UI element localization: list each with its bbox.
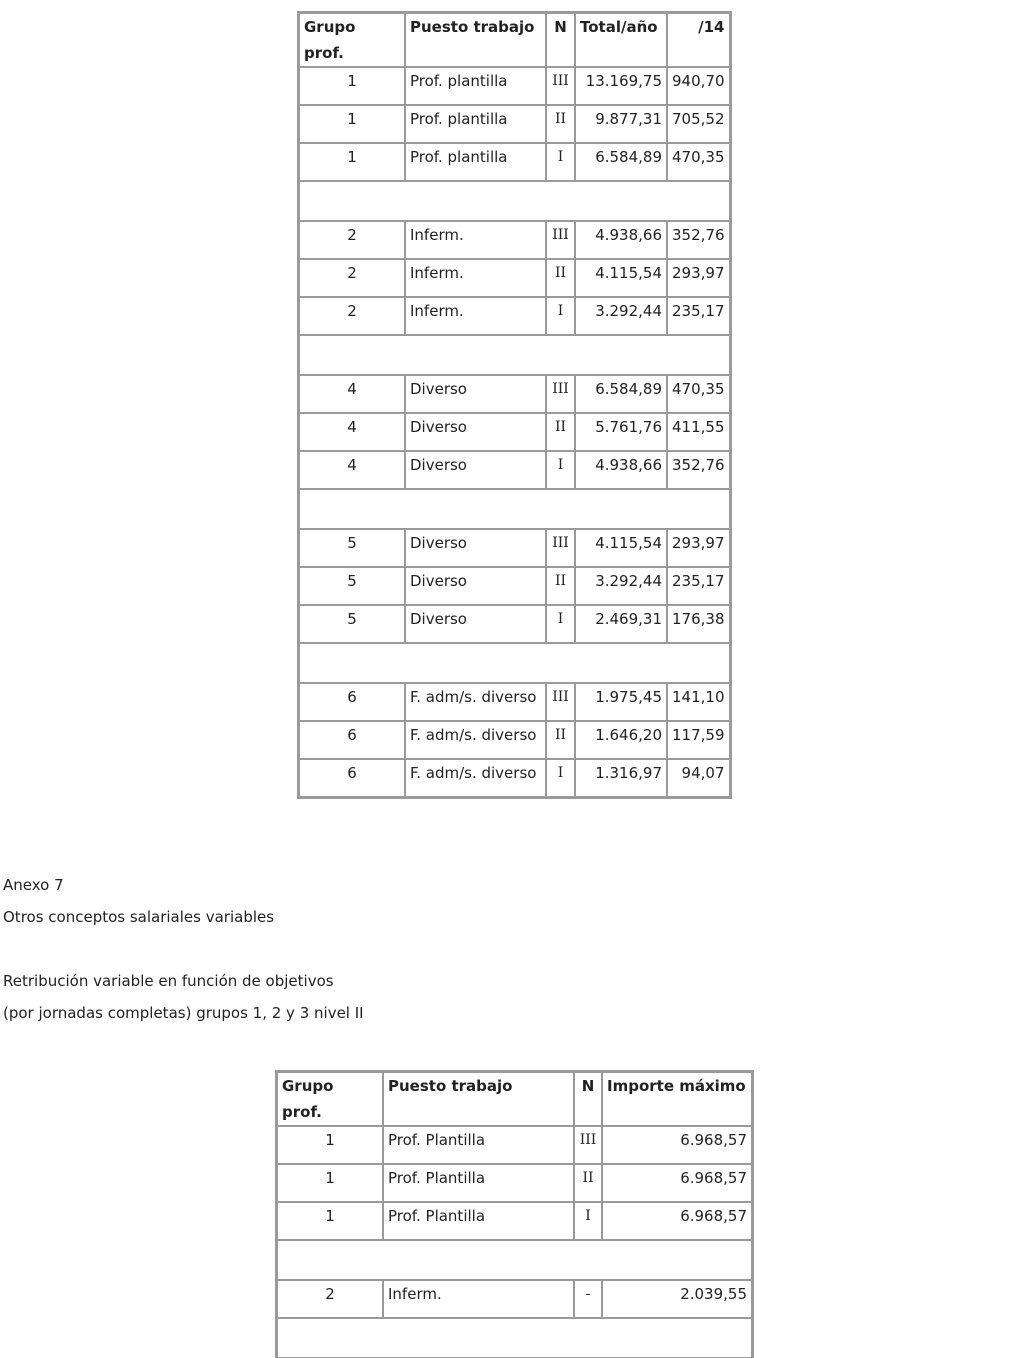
cell-grupo: 1	[299, 67, 405, 105]
cell-puesto: Diverso	[405, 567, 546, 605]
cell-value-14: 705,52	[667, 105, 730, 143]
cell-grupo: 6	[299, 683, 405, 721]
cell-puesto: Prof. plantilla	[405, 143, 546, 181]
cell-grupo: 4	[299, 451, 405, 489]
cell-nivel: II	[546, 721, 575, 759]
cell-value: 4.115,54	[575, 259, 667, 297]
cell-puesto: Diverso	[405, 375, 546, 413]
cell-value-14: 94,07	[667, 759, 730, 797]
cell-grupo: 2	[299, 297, 405, 335]
header-nivel: N	[574, 1072, 602, 1126]
cell-value: 9.877,31	[575, 105, 667, 143]
header-grupo: Grupo prof.	[299, 13, 405, 67]
table-row	[299, 683, 730, 721]
table-row	[299, 297, 730, 335]
table-spacer-row	[277, 1318, 752, 1358]
table-row	[299, 605, 730, 643]
cell-puesto: Diverso	[405, 451, 546, 489]
cell-grupo: 6	[299, 721, 405, 759]
table-row	[299, 567, 730, 605]
cell-puesto: Diverso	[405, 529, 546, 567]
cell-grupo: 4	[299, 375, 405, 413]
cell-value: 1.316,97	[575, 759, 667, 797]
cell-value: 6.968,57	[602, 1202, 752, 1240]
cell-nivel: III	[546, 683, 575, 721]
cell-grupo: 5	[299, 567, 405, 605]
table-spacer-row	[299, 335, 730, 375]
table-row	[299, 451, 730, 489]
table-row	[277, 1202, 752, 1240]
spacer-cell	[299, 489, 730, 529]
cell-value-14: 117,59	[667, 721, 730, 759]
cell-value: 1.975,45	[575, 683, 667, 721]
table-spacer-row	[299, 181, 730, 221]
cell-nivel: III	[546, 529, 575, 567]
cell-grupo: 1	[277, 1126, 383, 1164]
cell-value-14: 470,35	[667, 375, 730, 413]
table-row	[277, 1280, 752, 1318]
table-row	[299, 721, 730, 759]
cell-value-14: 235,17	[667, 297, 730, 335]
cell-grupo: 1	[299, 143, 405, 181]
spacer-cell	[277, 1318, 752, 1358]
header-puesto: Puesto trabajo	[405, 13, 546, 67]
cell-value-14: 470,35	[667, 143, 730, 181]
cell-grupo: 2	[299, 221, 405, 259]
cell-value: 2.039,55	[602, 1280, 752, 1318]
cell-nivel: I	[546, 451, 575, 489]
cell-value-14: 293,97	[667, 529, 730, 567]
table-row	[299, 375, 730, 413]
cell-value: 6.968,57	[602, 1164, 752, 1202]
cell-value-14: 141,10	[667, 683, 730, 721]
spacer-cell	[299, 335, 730, 375]
cell-puesto: Prof. Plantilla	[383, 1164, 574, 1202]
cell-grupo: 6	[299, 759, 405, 797]
cell-grupo: 5	[299, 605, 405, 643]
cell-nivel: II	[546, 567, 575, 605]
header-total: Total/año	[575, 13, 667, 67]
cell-nivel: II	[546, 259, 575, 297]
cell-nivel: II	[546, 413, 575, 451]
cell-value: 6.584,89	[575, 143, 667, 181]
cell-nivel: I	[546, 297, 575, 335]
cell-nivel: II	[574, 1164, 602, 1202]
table-spacer-row	[299, 489, 730, 529]
cell-puesto: Diverso	[405, 605, 546, 643]
cell-nivel: II	[546, 105, 575, 143]
cell-puesto: F. adm/s. diverso	[405, 721, 546, 759]
cell-grupo: 2	[299, 259, 405, 297]
cell-value: 3.292,44	[575, 567, 667, 605]
cell-puesto: F. adm/s. diverso	[405, 683, 546, 721]
table-spacer-row	[299, 643, 730, 683]
spacer-cell	[277, 1240, 752, 1280]
cell-nivel: III	[546, 67, 575, 105]
table-row	[299, 143, 730, 181]
table-row	[299, 413, 730, 451]
cell-grupo: 1	[277, 1202, 383, 1240]
cell-nivel: I	[546, 143, 575, 181]
table-row	[299, 67, 730, 105]
table-row	[299, 529, 730, 567]
header-importe: Importe máximo	[602, 1072, 752, 1126]
spacer-cell	[299, 643, 730, 683]
table-row	[277, 1164, 752, 1202]
cell-puesto: Inferm.	[405, 259, 546, 297]
cell-value: 4.115,54	[575, 529, 667, 567]
cell-value: 6.584,89	[575, 375, 667, 413]
cell-nivel: I	[574, 1202, 602, 1240]
cell-puesto: F. adm/s. diverso	[405, 759, 546, 797]
cell-grupo: 4	[299, 413, 405, 451]
cell-grupo: 1	[299, 105, 405, 143]
cell-value: 4.938,66	[575, 221, 667, 259]
cell-puesto: Inferm.	[405, 221, 546, 259]
cell-nivel: I	[546, 759, 575, 797]
table-header-row	[277, 1072, 752, 1126]
cell-value-14: 176,38	[667, 605, 730, 643]
cell-value-14: 352,76	[667, 221, 730, 259]
cell-value: 3.292,44	[575, 297, 667, 335]
header-14: /14	[667, 13, 730, 67]
table-row	[299, 221, 730, 259]
cell-value-14: 235,17	[667, 567, 730, 605]
cell-puesto: Diverso	[405, 413, 546, 451]
cell-value-14: 940,70	[667, 67, 730, 105]
annex-description-line2: (por jornadas completas) grupos 1, 2 y 3 nivel II	[3, 1004, 364, 1022]
cell-puesto: Prof. Plantilla	[383, 1202, 574, 1240]
cell-puesto: Prof. Plantilla	[383, 1126, 574, 1164]
header-grupo: Grupo prof.	[277, 1072, 383, 1126]
table-header-row	[299, 13, 730, 67]
table-row	[277, 1126, 752, 1164]
table-row	[299, 759, 730, 797]
cell-value-14: 411,55	[667, 413, 730, 451]
annex-description-line1: Retribución variable en función de objetivos	[3, 972, 334, 990]
header-puesto: Puesto trabajo	[383, 1072, 574, 1126]
table-row	[299, 259, 730, 297]
cell-puesto: Prof. plantilla	[405, 67, 546, 105]
variable-pay-table	[275, 1070, 754, 1358]
cell-value: 4.938,66	[575, 451, 667, 489]
cell-nivel: III	[546, 375, 575, 413]
annex-subtitle: Otros conceptos salariales variables	[3, 908, 275, 926]
cell-puesto: Inferm.	[383, 1280, 574, 1318]
table-row	[299, 105, 730, 143]
cell-value: 6.968,57	[602, 1126, 752, 1164]
cell-value: 13.169,75	[575, 67, 667, 105]
header-nivel: N	[546, 13, 575, 67]
salary-table-annex6	[297, 11, 732, 799]
cell-value-14: 293,97	[667, 259, 730, 297]
cell-nivel: -	[574, 1280, 602, 1318]
cell-grupo: 2	[277, 1280, 383, 1318]
spacer-cell	[299, 181, 730, 221]
cell-nivel: I	[546, 605, 575, 643]
cell-grupo: 1	[277, 1164, 383, 1202]
cell-value: 1.646,20	[575, 721, 667, 759]
cell-value: 2.469,31	[575, 605, 667, 643]
cell-puesto: Inferm.	[405, 297, 546, 335]
cell-nivel: III	[546, 221, 575, 259]
cell-grupo: 5	[299, 529, 405, 567]
cell-value: 5.761,76	[575, 413, 667, 451]
cell-value-14: 352,76	[667, 451, 730, 489]
cell-nivel: III	[574, 1126, 602, 1164]
cell-puesto: Prof. plantilla	[405, 105, 546, 143]
annex-title: Anexo 7	[3, 876, 64, 894]
table-spacer-row	[277, 1240, 752, 1280]
